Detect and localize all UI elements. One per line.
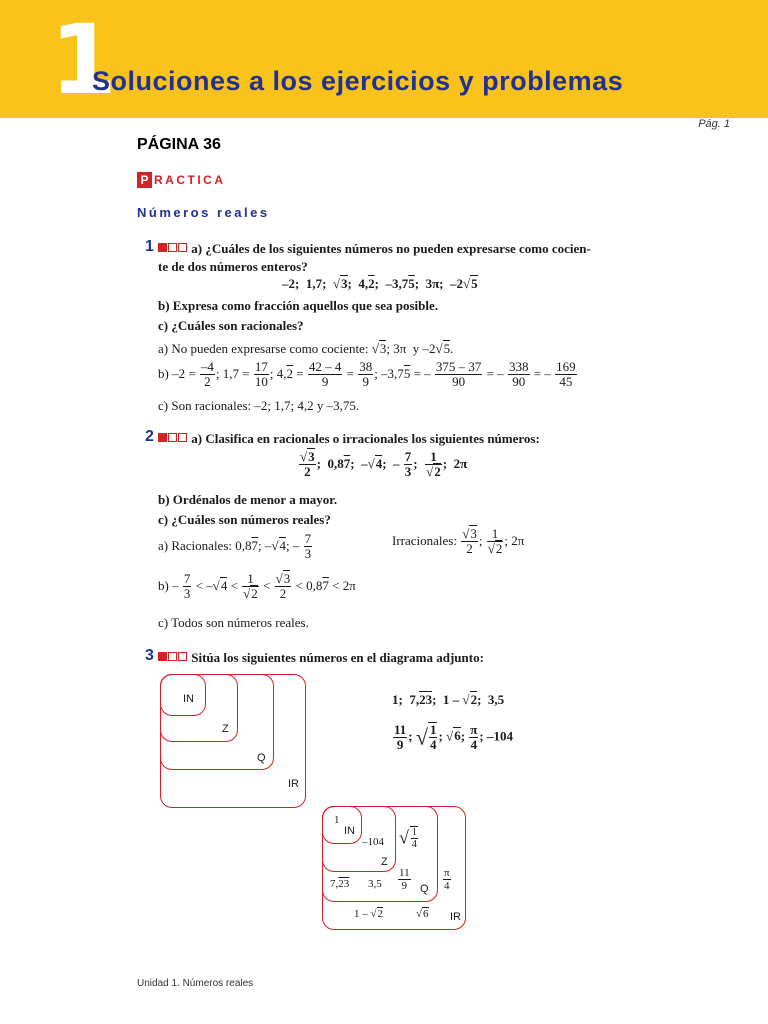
- diagram-value-1-minus-sqrt2: 1 – √2: [354, 908, 384, 920]
- exercise-1-question-a-cont: te de dos números enteros?: [158, 259, 308, 274]
- exercise-2-question-b: b) Ordénalos de menor a mayor.: [158, 492, 338, 507]
- diagram-value-1: 1: [334, 814, 340, 826]
- exercise-2-numbers: $\frac{√3}{2}$ ; 0,87; –√4; – $\frac{7}{3}$ ; $\frac{1}{√2}$ ; 2π: [300, 449, 468, 480]
- solved-set-r-label: IR: [450, 911, 461, 923]
- exercise-3-numbers-line2: $\frac{11}{9}$ ; √ $\frac{1}{4}$ ; √6; $\frac{\pi}{4}$ ; –104: [394, 721, 513, 753]
- difficulty-squares: [158, 431, 188, 446]
- chapter-number: 1: [50, 4, 117, 116]
- page-label: Pág. 1: [698, 118, 730, 130]
- diagram-value-3-5: 3,5: [368, 878, 382, 890]
- exercise-1-answer-a: a) No pueden expresarse como cociente: √3; 3π y –2√5.: [158, 341, 454, 356]
- exercise-2-answer-a-rational: a) Racionales: 0,87; –√4; – $\frac{7}{3}$: [158, 531, 312, 562]
- exercise-1-question-b: b) Expresa como fracción aquellos que sea posible.: [158, 298, 438, 313]
- exercise-number-2: 2: [145, 428, 154, 445]
- set-z-label: Z: [222, 723, 229, 735]
- exercise-2-answer-a-irrational: Irracionales: $\frac{√3}{2}$ ; $\frac{1}{√2}$ ; 2π: [392, 526, 525, 557]
- solved-set-z-label: Z: [381, 856, 388, 868]
- section-title: Números reales: [137, 205, 270, 220]
- page-heading: PÁGINA 36: [137, 136, 221, 153]
- exercise-1-question-a: a) ¿Cuáles de los siguientes números no pueden expresarse como cocien-: [158, 241, 591, 257]
- page-footer: Unidad 1. Números reales: [137, 978, 254, 989]
- difficulty-squares: [158, 650, 188, 665]
- exercise-1-question-c: c) ¿Cuáles son racionales?: [158, 318, 304, 333]
- exercise-2-question-a: a) Clasifica en racionales o irracionales los siguientes números:: [158, 431, 540, 447]
- exercise-number-1: 1: [145, 238, 154, 255]
- exercise-2-question-c: c) ¿Cuáles son números reales?: [158, 512, 331, 527]
- exercise-2-answer-c: c) Todos son números reales.: [158, 615, 309, 630]
- exercise-3-question: Sitúa los siguientes números en el diagrama adjunto:: [158, 650, 484, 666]
- exercise-1-answer-b: b) –2 = $\frac{-4}{2}$ ; 1,7 = $\frac{17}{10}$ ; 4,2 = $\frac{42 - 4}{9}$ = $\frac{38}{9}$ ; –3,75 = – $\frac{375 - 37}{90}$ = – $\frac{338}{90}$ = – $\frac{169}{45}$: [158, 359, 576, 390]
- solved-set-n-box: [322, 806, 362, 844]
- set-r-label: IR: [288, 778, 299, 790]
- exercise-number-3: 3: [145, 647, 154, 664]
- practica-heading: [137, 172, 226, 188]
- solved-set-n-label: IN: [344, 825, 355, 837]
- practica-rest: RACTICA: [154, 173, 226, 187]
- set-n-label: IN: [183, 693, 194, 705]
- difficulty-squares: [158, 241, 188, 256]
- solved-set-q-label: Q: [420, 883, 429, 895]
- exercise-3-numbers-line1: 1; 7,23; 1 – √2; 3,5: [392, 692, 505, 707]
- exercise-1-answer-c: c) Son racionales: –2; 1,7; 4,2 y –3,75.: [158, 398, 360, 413]
- exercise-1-numbers: –2; 1,7; √3; 4,2; –3,75; 3π; –2√5: [282, 276, 478, 291]
- diagram-value-7-23: 7,23: [330, 878, 350, 890]
- diagram-value-pi-4: $\frac{\pi}{4}$: [444, 867, 450, 893]
- diagram-value-11-9: $\frac{11}{9}$: [399, 867, 410, 893]
- diagram-value-minus-104: –104: [362, 836, 384, 848]
- exercise-2-answer-b: b) – $\frac{7}{3}$ < –√4 < $\frac{1}{√2}$ < $\frac{√3}{2}$ < 0,87 < 2π: [158, 571, 356, 602]
- diagram-value-sqrt6: √6: [416, 908, 429, 920]
- chapter-title: Soluciones a los ejercicios y problemas: [92, 66, 624, 96]
- set-q-label: Q: [257, 752, 266, 764]
- diagram-value-sqrt-quarter: √ $\frac{1}{4}$: [399, 827, 417, 850]
- practica-initial: P: [137, 172, 152, 188]
